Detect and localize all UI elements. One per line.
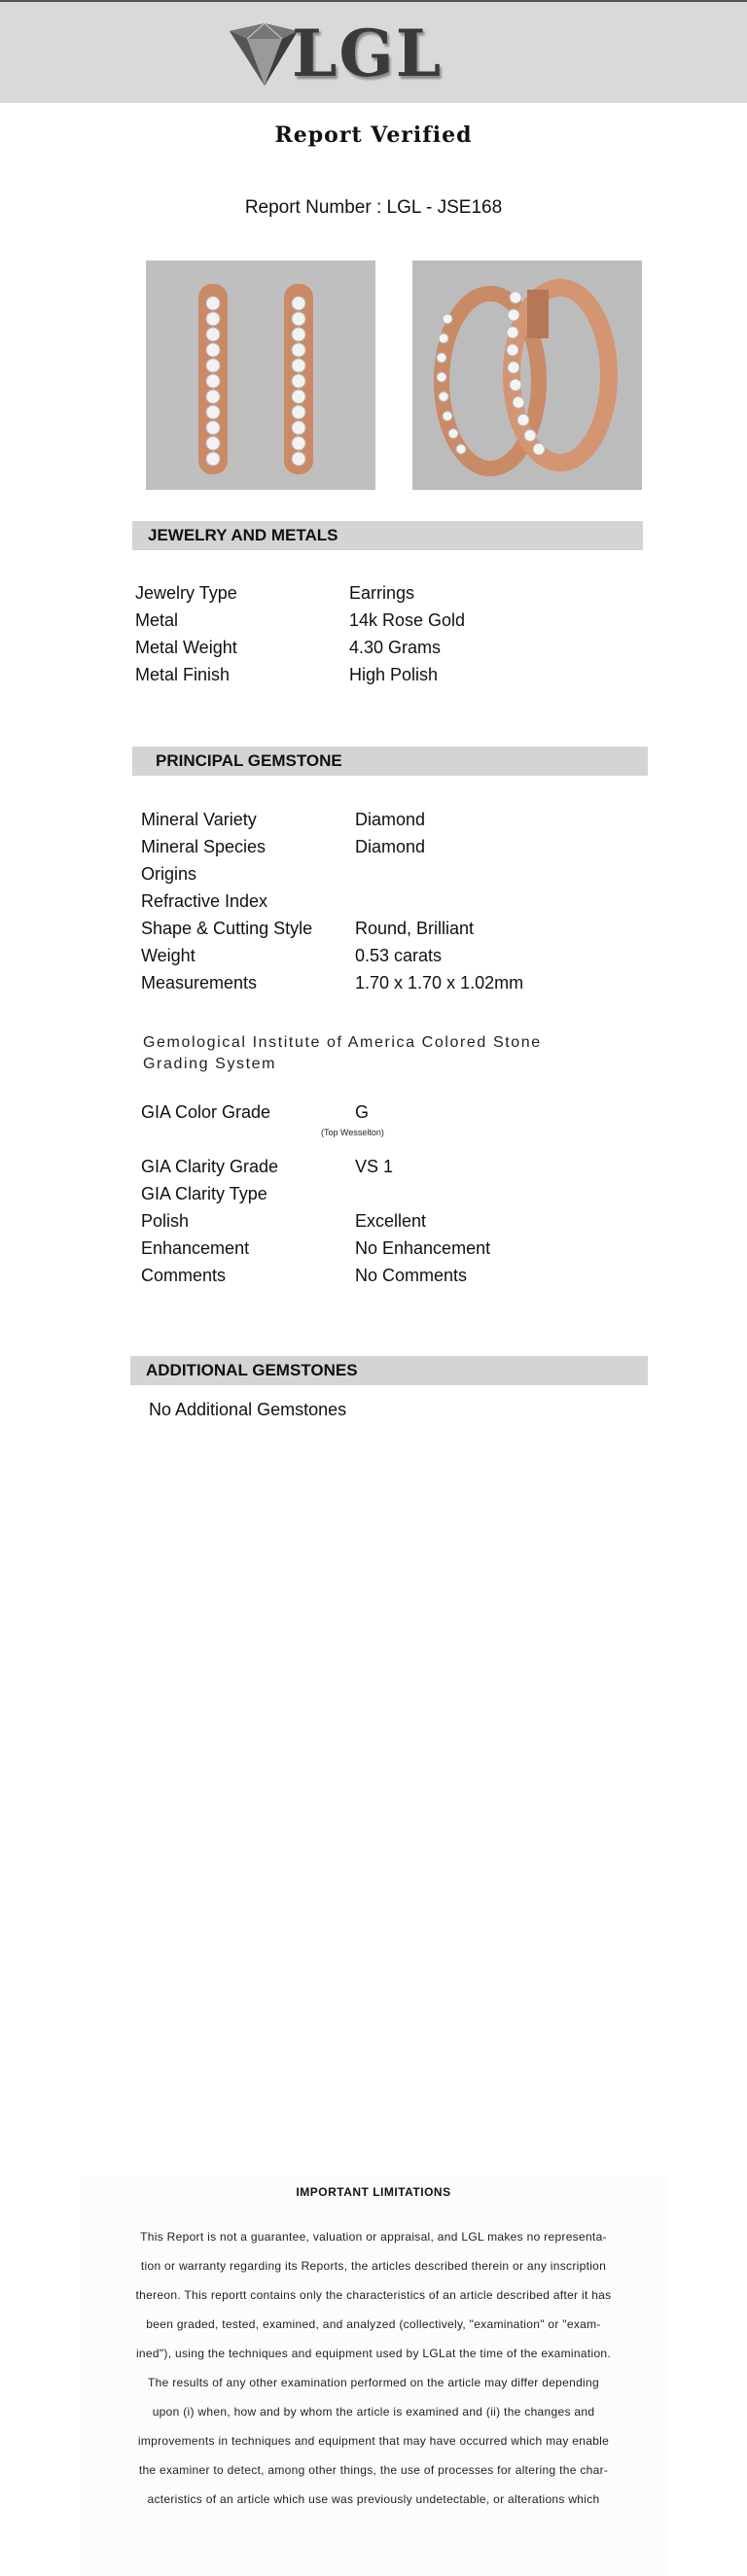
limitations-line: the examiner to detect, among other things, the use of processes for altering the char- xyxy=(138,2463,609,2477)
field-value: 0.53 carats xyxy=(355,946,443,965)
field-label: Polish xyxy=(141,1211,190,1231)
section-heading-principal-gemstone: PRINCIPAL GEMSTONE xyxy=(132,747,648,776)
report-number: Report Number : LGL - JSE168 xyxy=(244,197,503,218)
field-value: VS 1 xyxy=(355,1157,394,1176)
field-label: Metal xyxy=(135,610,179,630)
field-value: No Enhancement xyxy=(355,1238,491,1258)
field-label: Weight xyxy=(141,946,196,965)
section-heading-additional-gemstones: ADDITIONAL GEMSTONES xyxy=(130,1356,648,1385)
limitations-line: tion or warranty regarding its Reports, the articles described therein or any inscription xyxy=(140,2259,607,2273)
limitations-line: upon (i) when, how and by whom the article is examined and (ii) the changes and xyxy=(152,2405,595,2419)
limitations-line: This Report is not a guarantee, valuation or appraisal, and LGL makes no representa- xyxy=(140,2230,607,2244)
grading-system-text: Gemological Institute of America Colored Stone Grading System xyxy=(143,1034,542,1072)
limitations-title: IMPORTANT LIMITATIONS xyxy=(296,2185,451,2199)
field-value: G xyxy=(355,1102,370,1122)
field-label: Metal Weight xyxy=(135,638,237,657)
earrings-side-photo xyxy=(412,261,642,490)
field-label: Metal Finish xyxy=(135,665,231,684)
logo-text: LGL xyxy=(292,16,444,91)
field-label: Comments xyxy=(141,1266,227,1285)
field-label: Mineral Variety xyxy=(141,810,257,829)
limitations-line: improvements in techniques and equipment that may have occurred which may enable xyxy=(137,2434,610,2448)
field-label: Shape & Cutting Style xyxy=(141,919,313,938)
limitations-line: ined"), using the techniques and equipment used by LGLat the time of the examination. xyxy=(135,2347,612,2360)
page-title: Report Verified xyxy=(274,122,473,148)
field-value: No Comments xyxy=(355,1266,468,1285)
field-value: Diamond xyxy=(355,810,426,829)
field-label: GIA Clarity Grade xyxy=(141,1157,279,1176)
field-label: GIA Clarity Type xyxy=(141,1184,267,1203)
limitations-text xyxy=(105,2222,642,2514)
field-value: High Polish xyxy=(349,665,439,684)
limitations-line: been graded, tested, examined, and analyzed (collectively, "examination" or "exam- xyxy=(146,2317,601,2331)
additional-gemstones-text: No Additional Gemstones xyxy=(149,1400,347,1419)
field-label: Origins xyxy=(141,864,197,884)
limitations-line: acteristics of an article which use was previously undetectable, or alterations which xyxy=(147,2492,600,2506)
field-value: Round, Brilliant xyxy=(355,919,475,938)
section-heading-jewelry-metals: JEWELRY AND METALS xyxy=(132,521,643,550)
field-label: Refractive Index xyxy=(141,891,268,911)
field-value: 14k Rose Gold xyxy=(349,610,466,630)
field-label: GIA Color Grade xyxy=(141,1102,271,1122)
header-bar xyxy=(0,0,747,103)
field-value: Excellent xyxy=(355,1211,427,1231)
field-label: Mineral Species xyxy=(141,837,267,856)
limitations-line: thereon. This reportt contains only the characteristics of an article described after it has xyxy=(135,2288,612,2302)
field-label: Jewelry Type xyxy=(135,583,237,603)
field-value: Diamond xyxy=(355,837,426,856)
limitations-line: The results of any other examination performed on the article may differ depending xyxy=(148,2376,599,2389)
field-value: 1.70 x 1.70 x 1.02mm xyxy=(355,973,524,992)
field-label: Measurements xyxy=(141,973,258,992)
field-label: Enhancement xyxy=(141,1238,250,1258)
field-value: 4.30 Grams xyxy=(349,638,442,657)
earrings-front-photo xyxy=(146,261,375,490)
field-value: Earrings xyxy=(349,583,415,603)
color-grade-note: (Top Wesselton) xyxy=(321,1128,384,1137)
